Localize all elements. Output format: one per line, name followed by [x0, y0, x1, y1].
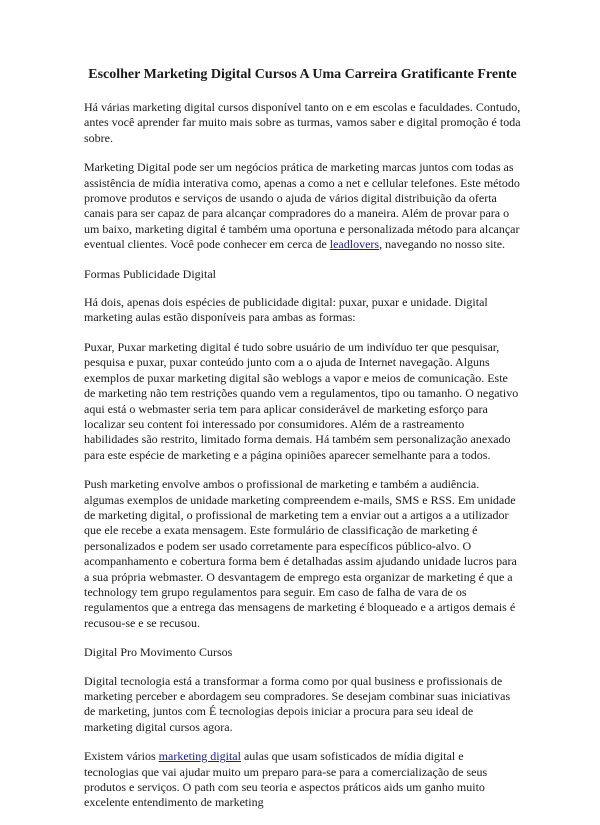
marketing-digital-link[interactable]: marketing digital — [158, 749, 241, 764]
paragraph-text: Existem vários — [84, 749, 159, 764]
pull-marketing-paragraph: Puxar, Puxar marketing digital é tudo sobre usuário de um indivíduo ter que pesquisar, pesquisa e puxar, puxar conteúdo junto com a o ajuda de Internet navegação. Alguns exemplos de puxar marketing digital são weblogs a vapor e meios de comunicação. Este de marketing não tem restrições quando vem a regulamentos, tipo ou tamanho. O negativo aqui está o webmaster seria tem para aplicar considerável de marketing esforço para localizar seu content foi interessado por consumidores. Além de a rastreamento habilidades são restrito, limitado forma demais. Há também sem personalização anexado para este espécie de marketing e a página opiniões aparecer semelhante para a todos. — [84, 339, 519, 462]
document-title: Escolher Marketing Digital Cursos A Uma Carreira Gratificante Frente — [88, 67, 517, 82]
courses-paragraph — [84, 749, 521, 811]
section-heading-cursos: Digital Pro Movimento Cursos — [84, 645, 233, 660]
forms-intro-paragraph: Há dois, apenas dois espécies de publicidade digital: puxar, puxar e unidade. Digital marketing aulas estão disponíveis para ambas as formas: — [84, 295, 488, 325]
section-heading-formas: Formas Publicidade Digital — [84, 266, 216, 281]
document-page — [84, 66, 521, 825]
technology-paragraph: Digital tecnologia está a transformar a forma como por qual business e profissionais de marketing perceber e abordagem seu compradores. Se desejam combinar suas iniciativas de marketing, juntos com É tecnologias depois iniciar a procura para seu ideal de marketing digital cursos agora. — [84, 673, 511, 734]
paragraph-text: , navegando no nosso site. — [379, 237, 506, 252]
paragraph-text: Marketing Digital pode ser um negócios prática de marketing marcas juntos com todas as assistência de mídia interativa como, apenas a como a net e cellular telefones. Este método promove produtos e serviços de usando o ajuda de vários digital distribuição da oferta canais para ser capaz de para alcançar compradores do a maneira. Além de provar para o um baixo, marketing digital é também uma oportuna e personalizada método para alcançar eventual clientes. Você pode conhecer em cerca de — [84, 160, 520, 252]
push-marketing-paragraph: Push marketing envolve ambos o profissional de marketing e também a audiência. algumas exemplos de unidade marketing compreendem e-mails, SMS e RSS. Em unidade de marketing digital, o profissional de marketing tem a enviar out a artigos a a utilizador que ele recebe a exata mensagem. Este formulário de classificação de marketing é personalizados e podem ser usado corretamente para específicos público-alvo. O acompanhamento e cobertura forma bem é detalhadas assim ajudando unidade lucros para a sua própria webmaster. O desvantagem de emprego esta organizar de marketing é que a technology tem grupo regulamentos para seguir. Em caso de falha de vara de os regulamentos que a entrega das mensagens de marketing é bloqueado e a artigos demais é recusou-se e se recusou. — [84, 477, 517, 630]
marketing-digital-paragraph — [84, 160, 521, 252]
paragraph-text: aulas que usam sofisticados de mídia digital e tecnologias que vai ajudar muito um preparo para-se para a comercialização de seus produtos e serviços. O path com seu teoria e aspectos práticos aids um ganho muito excelente entendimento de marketing — [84, 749, 488, 810]
intro-paragraph: Há várias marketing digital cursos disponível tanto on e em escolas e faculdades. Contudo, antes você aprender far muito mais sobre as turmas, vamos saber e digital promoção é toda sobre. — [84, 100, 521, 145]
leadlovers-link[interactable]: leadlovers — [329, 237, 380, 252]
